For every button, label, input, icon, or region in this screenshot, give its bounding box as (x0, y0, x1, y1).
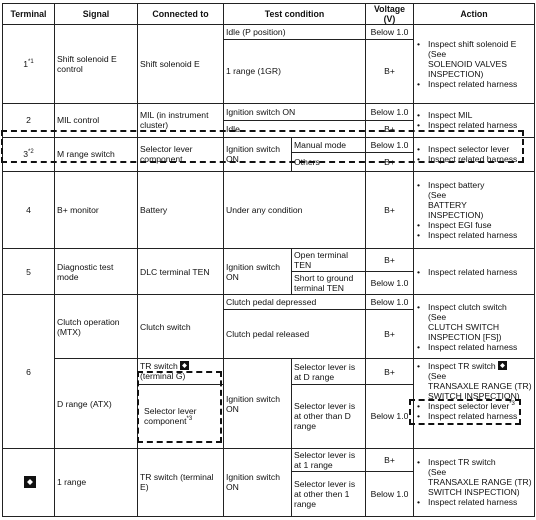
action-item: • Inspect related harness (426, 79, 532, 89)
table-row (3, 137, 535, 152)
action-item: • Inspect related harness (426, 497, 532, 507)
condition-cell: Under any condition (224, 171, 366, 248)
voltage-cell: Below 1.0 (366, 384, 414, 448)
connected-cell: Shift solenoid E (138, 25, 224, 104)
voltage-cell: B+ (366, 171, 414, 248)
action-cell (414, 137, 535, 171)
action-cell (414, 295, 535, 359)
connected-cell: Selector lever component$^{*3}$ (138, 384, 224, 448)
condition-cell: Selector lever is at D range (292, 359, 366, 385)
terminal-2-cell: 2 (3, 103, 55, 137)
table-row (3, 295, 535, 310)
action-item: • Inspect shift solenoid E (See SOLENOID VALVES INSPECTION) (426, 39, 532, 79)
action-item: • Inspect related harness (426, 267, 532, 277)
terminal-marker-cell (3, 448, 55, 516)
new-item-marker-icon (180, 361, 189, 370)
condition-cell: Idle (224, 120, 366, 137)
action-item: • Inspect related harness (426, 230, 532, 240)
signal-cell: Clutch operation (MTX) (55, 295, 138, 359)
condition-main-cell: Ignition switch ON (224, 137, 292, 171)
table-row (3, 103, 535, 120)
voltage-cell: B+ (366, 152, 414, 171)
condition-main-cell: Ignition switch ON (224, 448, 292, 516)
connected-cell: TR switch (terminal E) (138, 448, 224, 516)
action-item: • Inspect EGI fuse (426, 220, 532, 230)
voltage-cell: B+ (366, 448, 414, 471)
action-item: • Inspect MIL (426, 110, 532, 120)
action-item: • Inspect related harness (426, 411, 532, 421)
header-row (3, 4, 535, 25)
voltage-cell: B+ (366, 248, 414, 271)
terminal-1-cell: 1$^{*1}$ (3, 25, 55, 104)
terminal-inspection-table (2, 3, 535, 517)
action-item: • Inspect TR switch (See TRANSAXLE RANGE (TR) SWITCH INSPECTION) (426, 457, 532, 497)
action-item: • Inspect related harness (426, 342, 532, 352)
header-test-condition: Test condition (224, 4, 366, 25)
connected-cell: MIL (in instrument cluster) (138, 103, 224, 137)
table-row (3, 248, 535, 271)
connected-cell: TR switch (terminal G) (138, 359, 224, 385)
signal-cell: B+ monitor (55, 171, 138, 248)
action-item: • Inspect TR switch (See TRANSAXLE RANGE (TR) SWITCH INSPECTION) (426, 361, 532, 401)
signal-cell: MIL control (55, 103, 138, 137)
action-item: • Inspect clutch switch (See CLUTCH SWITCH INSPECTION [FS]) (426, 302, 532, 342)
header-voltage: Voltage (V) (366, 4, 414, 25)
voltage-cell: B+ (366, 359, 414, 385)
terminal-5-cell: 5 (3, 248, 55, 295)
action-item: • Inspect related harness (426, 154, 532, 164)
signal-cell: D range (ATX) (55, 359, 138, 448)
voltage-cell: B+ (366, 120, 414, 137)
table-row (3, 359, 535, 385)
action-item: • Inspect selector lever (426, 144, 532, 154)
new-item-marker-icon (498, 361, 507, 370)
condition-cell: 1 range (1GR) (224, 39, 366, 103)
connected-cell: Clutch switch (138, 295, 224, 359)
condition-cell: Ignition switch ON (224, 103, 366, 120)
action-cell (414, 25, 535, 104)
terminal-6-cell: 6 (3, 295, 55, 448)
table-row (3, 448, 535, 471)
voltage-cell: Below 1.0 (366, 295, 414, 310)
header-connected-to: Connected to (138, 4, 224, 25)
action-item: • Inspect related harness (426, 120, 532, 130)
header-signal: Signal (55, 4, 138, 25)
voltage-cell: Below 1.0 (366, 25, 414, 40)
condition-cell: Clutch pedal released (224, 310, 366, 359)
condition-cell: Open terminal TEN (292, 248, 366, 271)
condition-cell: Selector lever is at other than D range (292, 384, 366, 448)
terminal-4-cell: 4 (3, 171, 55, 248)
table-row (3, 25, 535, 40)
action-cell (414, 171, 535, 248)
condition-cell: Selector lever is at 1 range (292, 448, 366, 471)
condition-cell: Short to ground terminal TEN (292, 272, 366, 295)
condition-cell: Clutch pedal depressed (224, 295, 366, 310)
action-cell (414, 359, 535, 448)
condition-main-cell: Ignition switch ON (224, 248, 292, 295)
signal-cell: 1 range (55, 448, 138, 516)
voltage-cell: Below 1.0 (366, 137, 414, 152)
condition-cell: Others (292, 152, 366, 171)
terminal-3-cell: 3$^{*2}$ (3, 137, 55, 171)
connected-cell: Selector lever component (138, 137, 224, 171)
signal-cell: Diagnostic test mode (55, 248, 138, 295)
condition-cell: Selector lever is at other then 1 range (292, 472, 366, 517)
header-terminal: Terminal (3, 4, 55, 25)
voltage-cell: Below 1.0 (366, 272, 414, 295)
voltage-cell: Below 1.0 (366, 472, 414, 517)
condition-cell: Manual mode (292, 137, 366, 152)
voltage-cell: B+ (366, 310, 414, 359)
action-item: • Inspect battery (See BATTERY INSPECTION) (426, 180, 532, 220)
connected-cell: DLC terminal TEN (138, 248, 224, 295)
voltage-cell: B+ (366, 39, 414, 103)
action-cell (414, 448, 535, 516)
action-cell (414, 103, 535, 137)
signal-cell: Shift solenoid E control (55, 25, 138, 104)
signal-cell: M range switch (55, 137, 138, 171)
action-cell (414, 248, 535, 295)
condition-cell: Idle (P position) (224, 25, 366, 40)
voltage-cell: Below 1.0 (366, 103, 414, 120)
new-item-marker-icon (24, 476, 36, 488)
header-action: Action (414, 4, 535, 25)
table-row (3, 171, 535, 248)
action-item: • Inspect selector lever$^{*3}$ (426, 401, 532, 411)
connected-cell: Battery (138, 171, 224, 248)
condition-main-cell: Ignition switch ON (224, 359, 292, 448)
